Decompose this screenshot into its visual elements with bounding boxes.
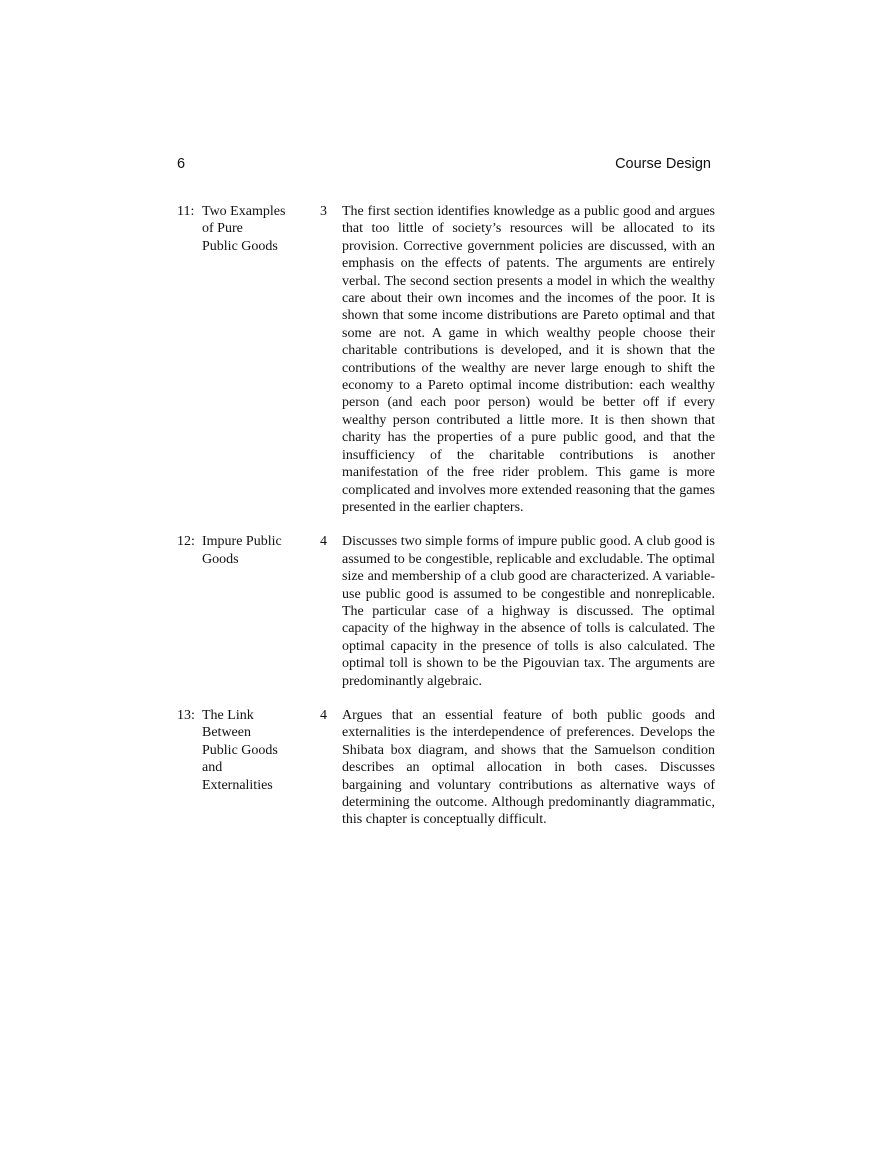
chapter-row xyxy=(177,707,717,829)
chapter-title-line: The Link xyxy=(202,707,254,723)
chapter-table xyxy=(177,203,717,846)
chapter-description: The first section identifies knowledge as a public good and argues that too little of society’s resources will be allocated to its provision. Corrective government policies are discussed, with an emphasis on the effects of patents. The arguments are entirely verbal. The second section presents a model in which the wealthy care about their own incomes and the incomes of the poor. It is shown that some income distributions are Pareto optimal and that some are not. A game in which wealthy people choose their charitable contributions is developed, and it is shown that the contributions of the wealthy are never large enough to shift the economy to a Pareto optimal income distribution: each wealthy person (and each poor person) would be better off if every wealthy person contributed a little more. It is then shown that charity has the properties of a pure public good, and that the insufficiency of the charitable contributions is another manifestation of the free rider problem. This game is more complicated and involves more extended reasoning that the games presented in the earlier chapters. xyxy=(342,204,715,515)
chapter-title-line: Between xyxy=(202,725,251,741)
chapter-number: 13: xyxy=(177,707,195,723)
chapter-title-line: Externalities xyxy=(202,777,273,793)
chapter-weeks: 4 xyxy=(320,707,327,723)
chapter-row xyxy=(177,203,717,516)
chapter-title-line: Impure Public xyxy=(202,534,282,550)
chapter-number: 12: xyxy=(177,534,195,550)
chapter-title-line: of Pure xyxy=(202,221,243,237)
chapter-title-line: Public Goods xyxy=(202,238,278,254)
chapter-weeks: 3 xyxy=(320,204,327,219)
chapter-title-line: Goods xyxy=(202,551,239,567)
chapter-row xyxy=(177,533,717,690)
chapter-title-line: and xyxy=(202,760,223,776)
chapter-number: 11: xyxy=(177,204,195,219)
chapter-title xyxy=(202,707,320,829)
chapter-description: Argues that an essential feature of both public goods and externalities is the interdependence of preferences. Develops the Shibata box diagram, and shows that the Samuelson condition describes an optimal allocation in both cases. Discusses bargaining and voluntary contributions as alternative ways of determining the outcome. Although predominantly diagrammatic, this chapter is conceptually difficult. xyxy=(342,707,715,828)
page-number: 6 xyxy=(177,156,186,172)
page-header xyxy=(177,156,711,178)
chapter-title xyxy=(202,203,320,516)
running-title: Course Design xyxy=(615,156,711,172)
chapter-title-line: Public Goods xyxy=(202,742,278,758)
chapter-weeks: 4 xyxy=(320,534,327,550)
chapter-description: Discusses two simple forms of impure public good. A club good is assumed to be congestible, replicable and excludable. The optimal size and membership of a club good are characterized. A variable-use public good is assumed to be congestible and nonreplicable. The particular case of a highway is discussed. The optimal capacity of the highway in the absence of tolls is calculated. The optimal capacity in the presence of tolls is also calculated. The optimal toll is shown to be the Pigouvian tax. The arguments are predominantly algebraic. xyxy=(342,534,715,689)
chapter-title-line: Two Examples xyxy=(202,204,286,219)
chapter-title xyxy=(202,533,320,690)
